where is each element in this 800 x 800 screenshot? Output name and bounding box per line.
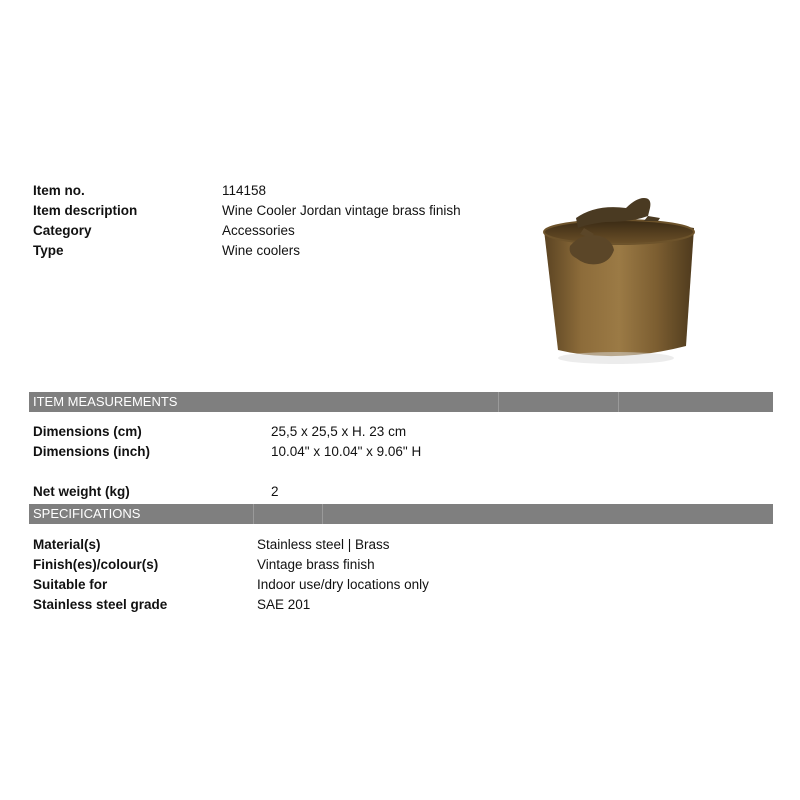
category-value: Accessories [222,223,295,238]
type-value: Wine coolers [222,243,301,258]
steel-grade-value: SAE 201 [257,597,311,612]
category-label: Category [33,223,92,238]
suitable-for-label: Suitable for [33,577,108,592]
specifications-header [29,504,773,524]
net-weight-value: 2 [271,484,279,499]
materials-value: Stainless steel | Brass [257,537,390,552]
dimensions-cm-label: Dimensions (cm) [33,424,142,439]
item-description-value: Wine Cooler Jordan vintage brass finish [222,203,461,218]
materials-label: Material(s) [33,537,101,552]
finish-value: Vintage brass finish [257,557,375,572]
item-measurements-header [29,392,773,412]
specifications-title: SPECIFICATIONS [33,506,141,521]
wine-cooler-product-image [536,188,702,370]
item-measurements-title: ITEM MEASUREMENTS [33,394,178,409]
item-no-label: Item no. [33,183,85,198]
steel-grade-label: Stainless steel grade [33,597,168,612]
dimensions-inch-value: 10.04" x 10.04" x 9.06" H [271,444,422,459]
net-weight-label: Net weight (kg) [33,484,130,499]
item-description-label: Item description [33,203,138,218]
item-no-value: 114158 [222,183,267,198]
dimensions-cm-value: 25,5 x 25,5 x H. 23 cm [271,424,407,439]
finish-label: Finish(es)/colour(s) [33,557,159,572]
bucket-rim [544,220,694,244]
type-label: Type [33,243,64,258]
suitable-for-value: Indoor use/dry locations only [257,577,429,592]
dimensions-inch-label: Dimensions (inch) [33,444,151,459]
bucket-shadow [558,352,674,364]
